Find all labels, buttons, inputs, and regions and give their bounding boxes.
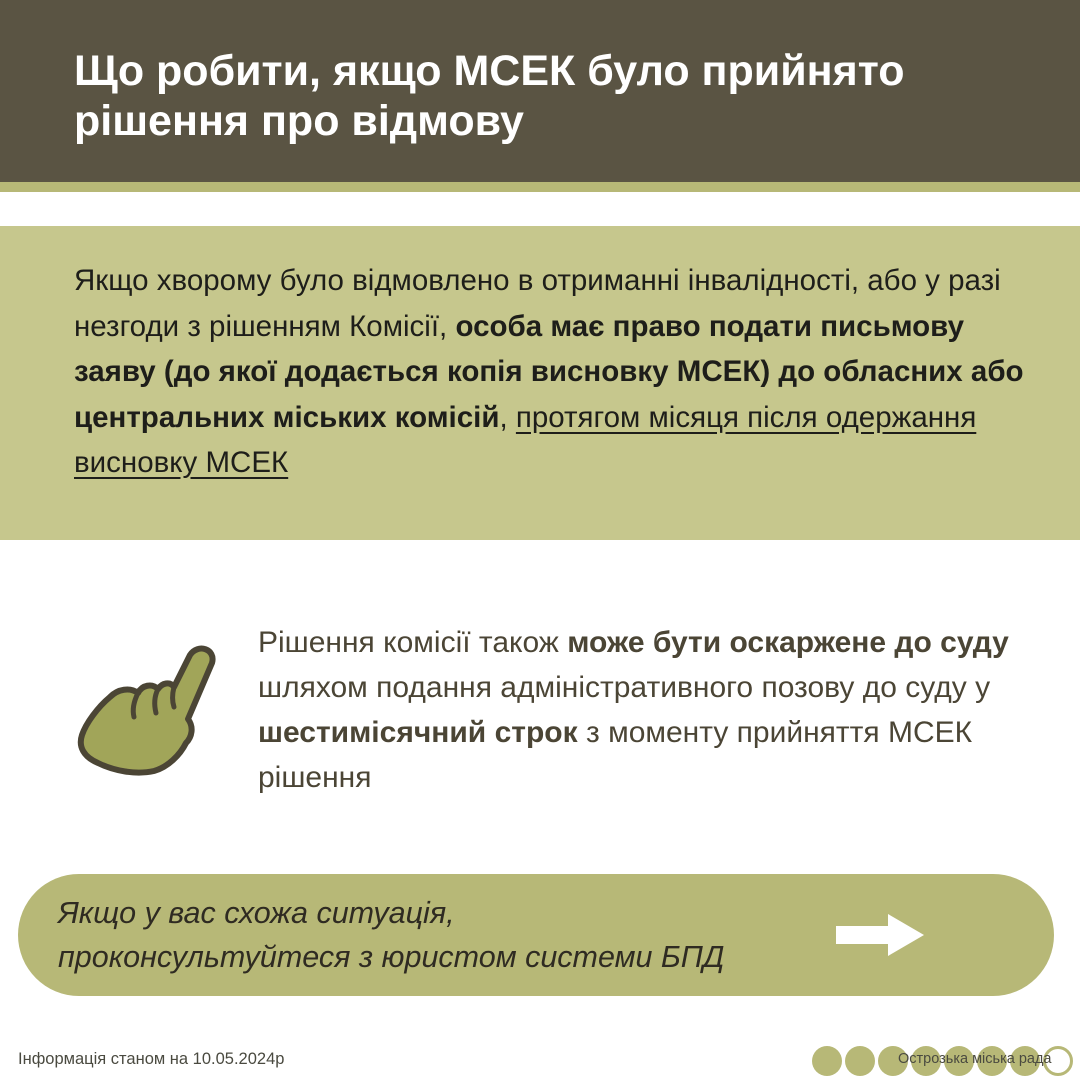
logo-dot bbox=[845, 1046, 875, 1076]
info-text-bold: особа має право подати письмову заяву (до якої додається копія висновку МСЕК) до обласних або центральних міських комісій bbox=[74, 309, 1024, 434]
logo-text: Острозька міська рада bbox=[898, 1051, 1052, 1067]
header-banner bbox=[0, 0, 1080, 182]
pointing-hand-icon bbox=[74, 635, 224, 785]
city-council-logo bbox=[812, 1044, 1074, 1078]
cta-line-2: проконсультуйтеся з юристом системи БПД bbox=[58, 940, 725, 974]
appeal-text-part: шляхом подання адміністративного позову до суду у bbox=[258, 671, 991, 704]
appeal-text-part: Рішення комісії також bbox=[258, 626, 568, 659]
info-date: Інформація станом на 10.05.2024р bbox=[18, 1050, 285, 1068]
appeal-paragraph bbox=[258, 620, 1048, 800]
header-accent-stripe bbox=[0, 182, 1080, 192]
info-text-deadline: протягом місяця після одержання висновку МСЕК bbox=[74, 400, 977, 479]
cta-line-1: Якщо у вас схожа ситуація, bbox=[58, 896, 455, 930]
cta-text bbox=[58, 891, 818, 979]
page-title: Що робити, якщо МСЕК було прийнято рішення про відмову bbox=[74, 47, 905, 145]
appeal-text-part: з моменту прийняття МСЕК рішення bbox=[258, 716, 973, 794]
consultation-cta-button[interactable] bbox=[18, 874, 1054, 996]
info-text-part: Якщо хворому було відмовлено в отриманні інвалідності, або у разі незгоди з рішенням Комісії, bbox=[74, 264, 1001, 343]
arrow-right-icon bbox=[832, 910, 928, 960]
appeal-text-deadline: шестимісячний строк bbox=[258, 716, 578, 749]
logo-dot bbox=[812, 1046, 842, 1076]
info-text-separator: , bbox=[499, 400, 516, 434]
appeal-text-bold: може бути оскаржене до суду bbox=[567, 626, 1009, 659]
info-paragraph bbox=[74, 258, 1044, 486]
